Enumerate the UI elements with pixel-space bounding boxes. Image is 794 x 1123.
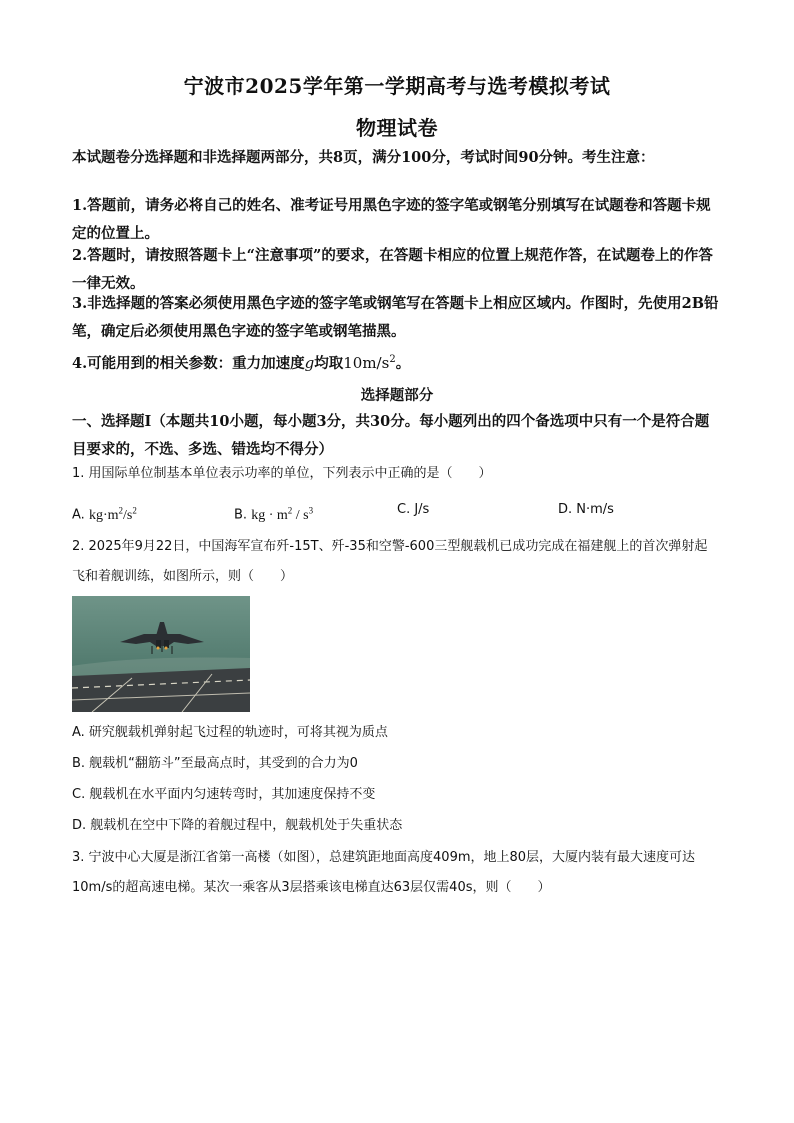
option-a-base: kg·m bbox=[88, 507, 119, 523]
section-title: 选择题部分 bbox=[360, 387, 434, 404]
option-b-label: B. bbox=[234, 507, 248, 523]
question-2-option-a[interactable]: A. 研究舰载机弹射起飞过程的轨迹时，可将其视为质点 bbox=[72, 725, 388, 740]
option-b-mid: / s bbox=[292, 507, 309, 523]
exam-subtitle: 物理试卷 bbox=[356, 116, 438, 140]
gravity-unit-exponent: 2 bbox=[389, 354, 396, 365]
exam-title: 宁波市2025学年第一学期高考与选考模拟考试 bbox=[183, 74, 611, 98]
instruction-item-3: 3.非选择题的答案必须使用黑色字迹的签字笔或钢笔写在答题卡上相应区域内。作图时，先使用2B铅笔，确定后必须使用黑色字迹的签字笔或钢笔描黑。 bbox=[72, 295, 719, 340]
question-3-stem: 3. 宁波中心大厦是浙江省第一高楼（如图），总建筑距地面高度409m，地上80层，大厦内装有最大速度可达10m/s的超高速电梯。某次一乘客从3层搭乘该电梯直达63层仅需40s，则（ ） bbox=[72, 850, 696, 895]
instruction-item-4-suffix: 。 bbox=[395, 354, 411, 372]
option-a-mid: /s bbox=[123, 507, 133, 523]
option-b-base: kg · m bbox=[251, 507, 288, 523]
option-a-exp1: 2 bbox=[118, 505, 123, 515]
instructions-intro: 本试题卷分选择题和非选择题两部分，共8页，满分100分，考试时间90分钟。考生注意： bbox=[72, 149, 655, 166]
carrier-jet-photo bbox=[72, 596, 250, 712]
question-1-option-c[interactable]: C. J/s bbox=[397, 502, 430, 517]
question-1-stem: 1. 用国际单位制基本单位表示功率的单位，下列表示中正确的是（ ） bbox=[72, 466, 492, 481]
question-2-option-b[interactable]: B. 舰载机“翻筋斗”至最高点时，其受到的合力为0 bbox=[72, 756, 358, 771]
instruction-item-4-prefix: 4.可能用到的相关参数：重力加速度 bbox=[72, 354, 305, 372]
question-2-stem: 2. 2025年9月22日，中国海军宣布歼-15T、歼-35和空警-600三型舰载机已成功完成在福建舰上的首次弹射起飞和着舰训练，如图所示，则（ ） bbox=[72, 539, 708, 584]
option-b-exp2: 3 bbox=[308, 505, 314, 515]
question-1-option-b[interactable] bbox=[234, 495, 313, 531]
instruction-item-2: 2.答题时，请按照答题卡上“注意事项”的要求，在答题卡相应的位置上规范作答，在试题卷上的作答一律无效。 bbox=[72, 247, 713, 292]
option-a-formula bbox=[88, 505, 137, 523]
instruction-item-4 bbox=[72, 348, 720, 376]
question-1-options bbox=[72, 495, 720, 525]
instruction-item-1: 1.答题前，请务必将自己的姓名、准考证号用黑色字迹的签字笔或钢笔分别填写在试题卷和答题卡规定的位置上。 bbox=[72, 197, 711, 242]
question-2-option-c[interactable]: C. 舰载机在水平面内匀速转弯时，其加速度保持不变 bbox=[72, 787, 376, 802]
option-a-label: A. bbox=[72, 507, 85, 523]
instruction-item-4-mid: 均取 bbox=[314, 354, 344, 372]
part1-heading: 一、选择题Ⅰ（本题共10小题，每小题3分，共30分。每小题列出的四个备选项中只有一个是符合题目要求的，不选、多选、错选均不得分） bbox=[72, 413, 710, 458]
option-b-formula bbox=[251, 505, 314, 523]
gravity-symbol: g bbox=[304, 353, 315, 372]
question-1-option-d[interactable]: D. N·m/s bbox=[558, 502, 614, 517]
carrier-jet-illustration bbox=[72, 596, 250, 712]
question-1-option-a[interactable] bbox=[72, 495, 137, 531]
option-a-exp2: 2 bbox=[132, 505, 137, 515]
gravity-unit: 10m/s bbox=[343, 353, 390, 372]
option-b-exp1: 2 bbox=[287, 505, 293, 515]
question-2-option-d[interactable]: D. 舰载机在空中下降的着舰过程中，舰载机处于失重状态 bbox=[72, 818, 403, 833]
